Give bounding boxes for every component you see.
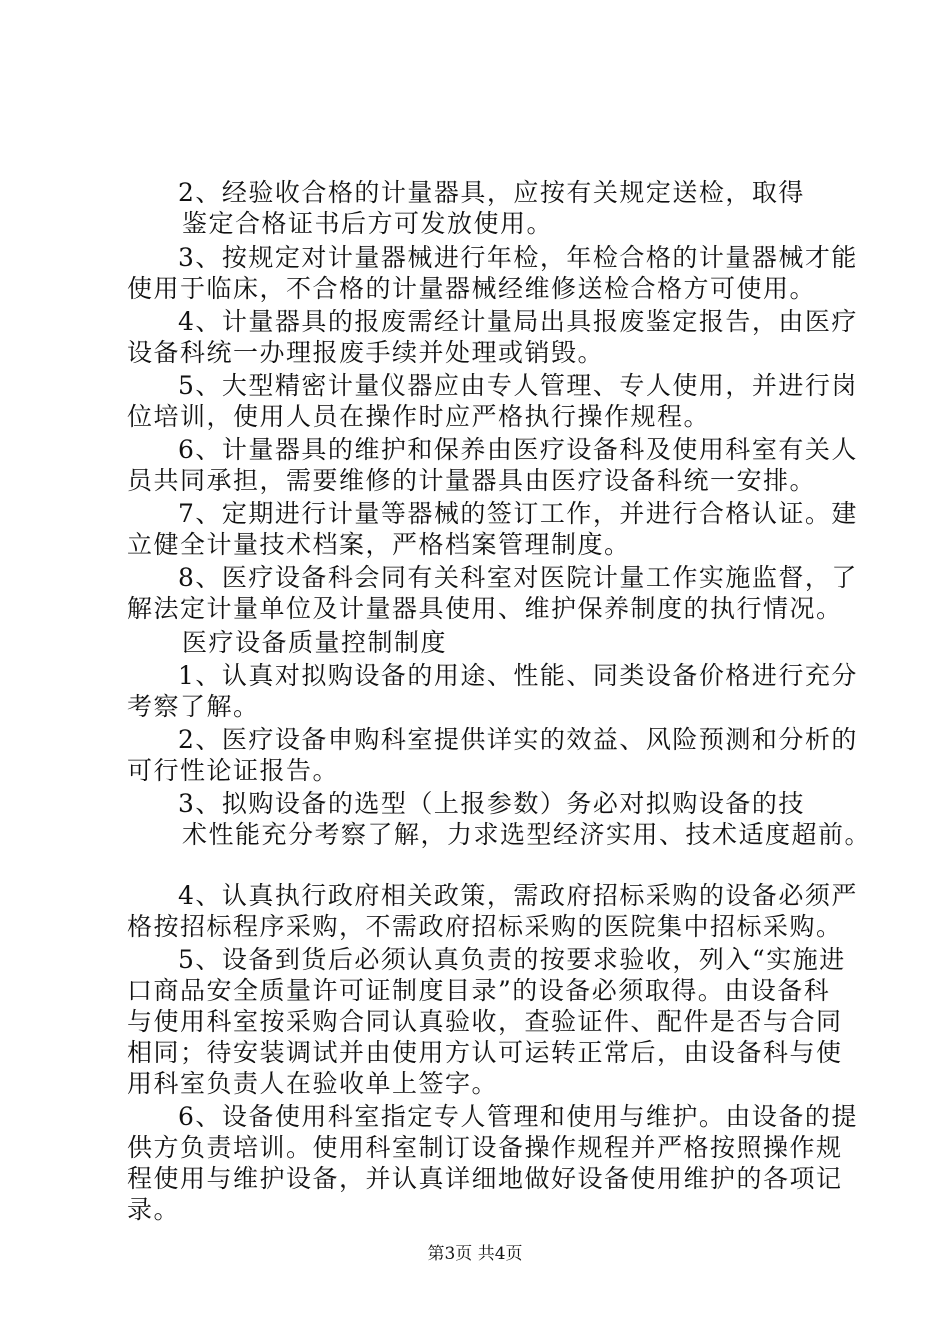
text-line: 3、按规定对计量器械进行年检，年检合格的计量器械才能 (178, 243, 858, 272)
text-line: 5、设备到货后必须认真负责的按要求验收，列入“实施进 (178, 945, 846, 974)
text-line: 6、计量器具的维护和保养由医疗设备科及使用科室有关人 (178, 435, 858, 464)
text-line: 2、医疗设备申购科室提供详实的效益、风险预测和分析的 (178, 725, 858, 754)
text-line: 录。 (127, 1195, 181, 1224)
section-title: 医疗设备质量控制制度 (182, 628, 448, 657)
text-line: 供方负责培训。使用科室制订设备操作规程并严格按照操作规 (127, 1133, 843, 1162)
text-line: 鉴定合格证书后方可发放使用。 (182, 209, 554, 238)
text-line: 口商品安全质量许可证制度目录”的设备必须取得。由设备科 (127, 976, 831, 1005)
text-line: 6、设备使用科室指定专人管理和使用与维护。由设备的提 (178, 1102, 858, 1131)
text-line: 4、认真执行政府相关政策，需政府招标采购的设备必须严 (178, 881, 858, 910)
text-line: 设备科统一办理报废手续并处理或销毁。 (127, 338, 605, 367)
text-line: 8、医疗设备科会同有关科室对医院计量工作实施监督，了 (178, 563, 858, 592)
text-line: 与使用科室按采购合同认真验收，查验证件、配件是否与合同 (127, 1007, 843, 1036)
text-line: 员共同承担，需要维修的计量器具由医疗设备科统一安排。 (127, 466, 817, 495)
text-line: 术性能充分考察了解，力求选型经济实用、技术适度超前。 (182, 820, 872, 849)
text-line: 位培训，使用人员在操作时应严格执行操作规程。 (127, 402, 711, 431)
text-line: 格按招标程序采购，不需政府招标采购的医院集中招标采购。 (127, 912, 843, 941)
text-line: 相同；待安装调试并由使用方认可运转正常后，由设备科与使 (127, 1038, 843, 1067)
text-line: 解法定计量单位及计量器具使用、维护保养制度的执行情况。 (127, 594, 843, 623)
text-line: 用科室负责人在验收单上签字。 (127, 1069, 499, 1098)
text-line: 立健全计量技术档案，严格档案管理制度。 (127, 530, 631, 559)
page-footer: 第3页 共4页 (427, 1244, 523, 1264)
text-line: 5、大型精密计量仪器应由专人管理、专人使用，并进行岗 (178, 371, 858, 400)
text-line: 可行性论证报告。 (127, 756, 340, 785)
text-line: 使用于临床，不合格的计量器械经维修送检合格方可使用。 (127, 274, 817, 303)
text-line: 2、经验收合格的计量器具，应按有关规定送检，取得 (178, 178, 805, 207)
text-line: 7、定期进行计量等器械的签订工作，并进行合格认证。建 (178, 499, 858, 528)
text-line: 1、认真对拟购设备的用途、性能、同类设备价格进行充分 (178, 661, 858, 690)
text-line: 考察了解。 (127, 692, 260, 721)
text-line: 4、计量器具的报废需经计量局出具报废鉴定报告，由医疗 (178, 307, 858, 336)
text-line: 程使用与维护设备，并认真详细地做好设备使用维护的各项记 (127, 1164, 843, 1193)
text-line: 3、拟购设备的选型（上报参数）务必对拟购设备的技 (178, 789, 805, 818)
